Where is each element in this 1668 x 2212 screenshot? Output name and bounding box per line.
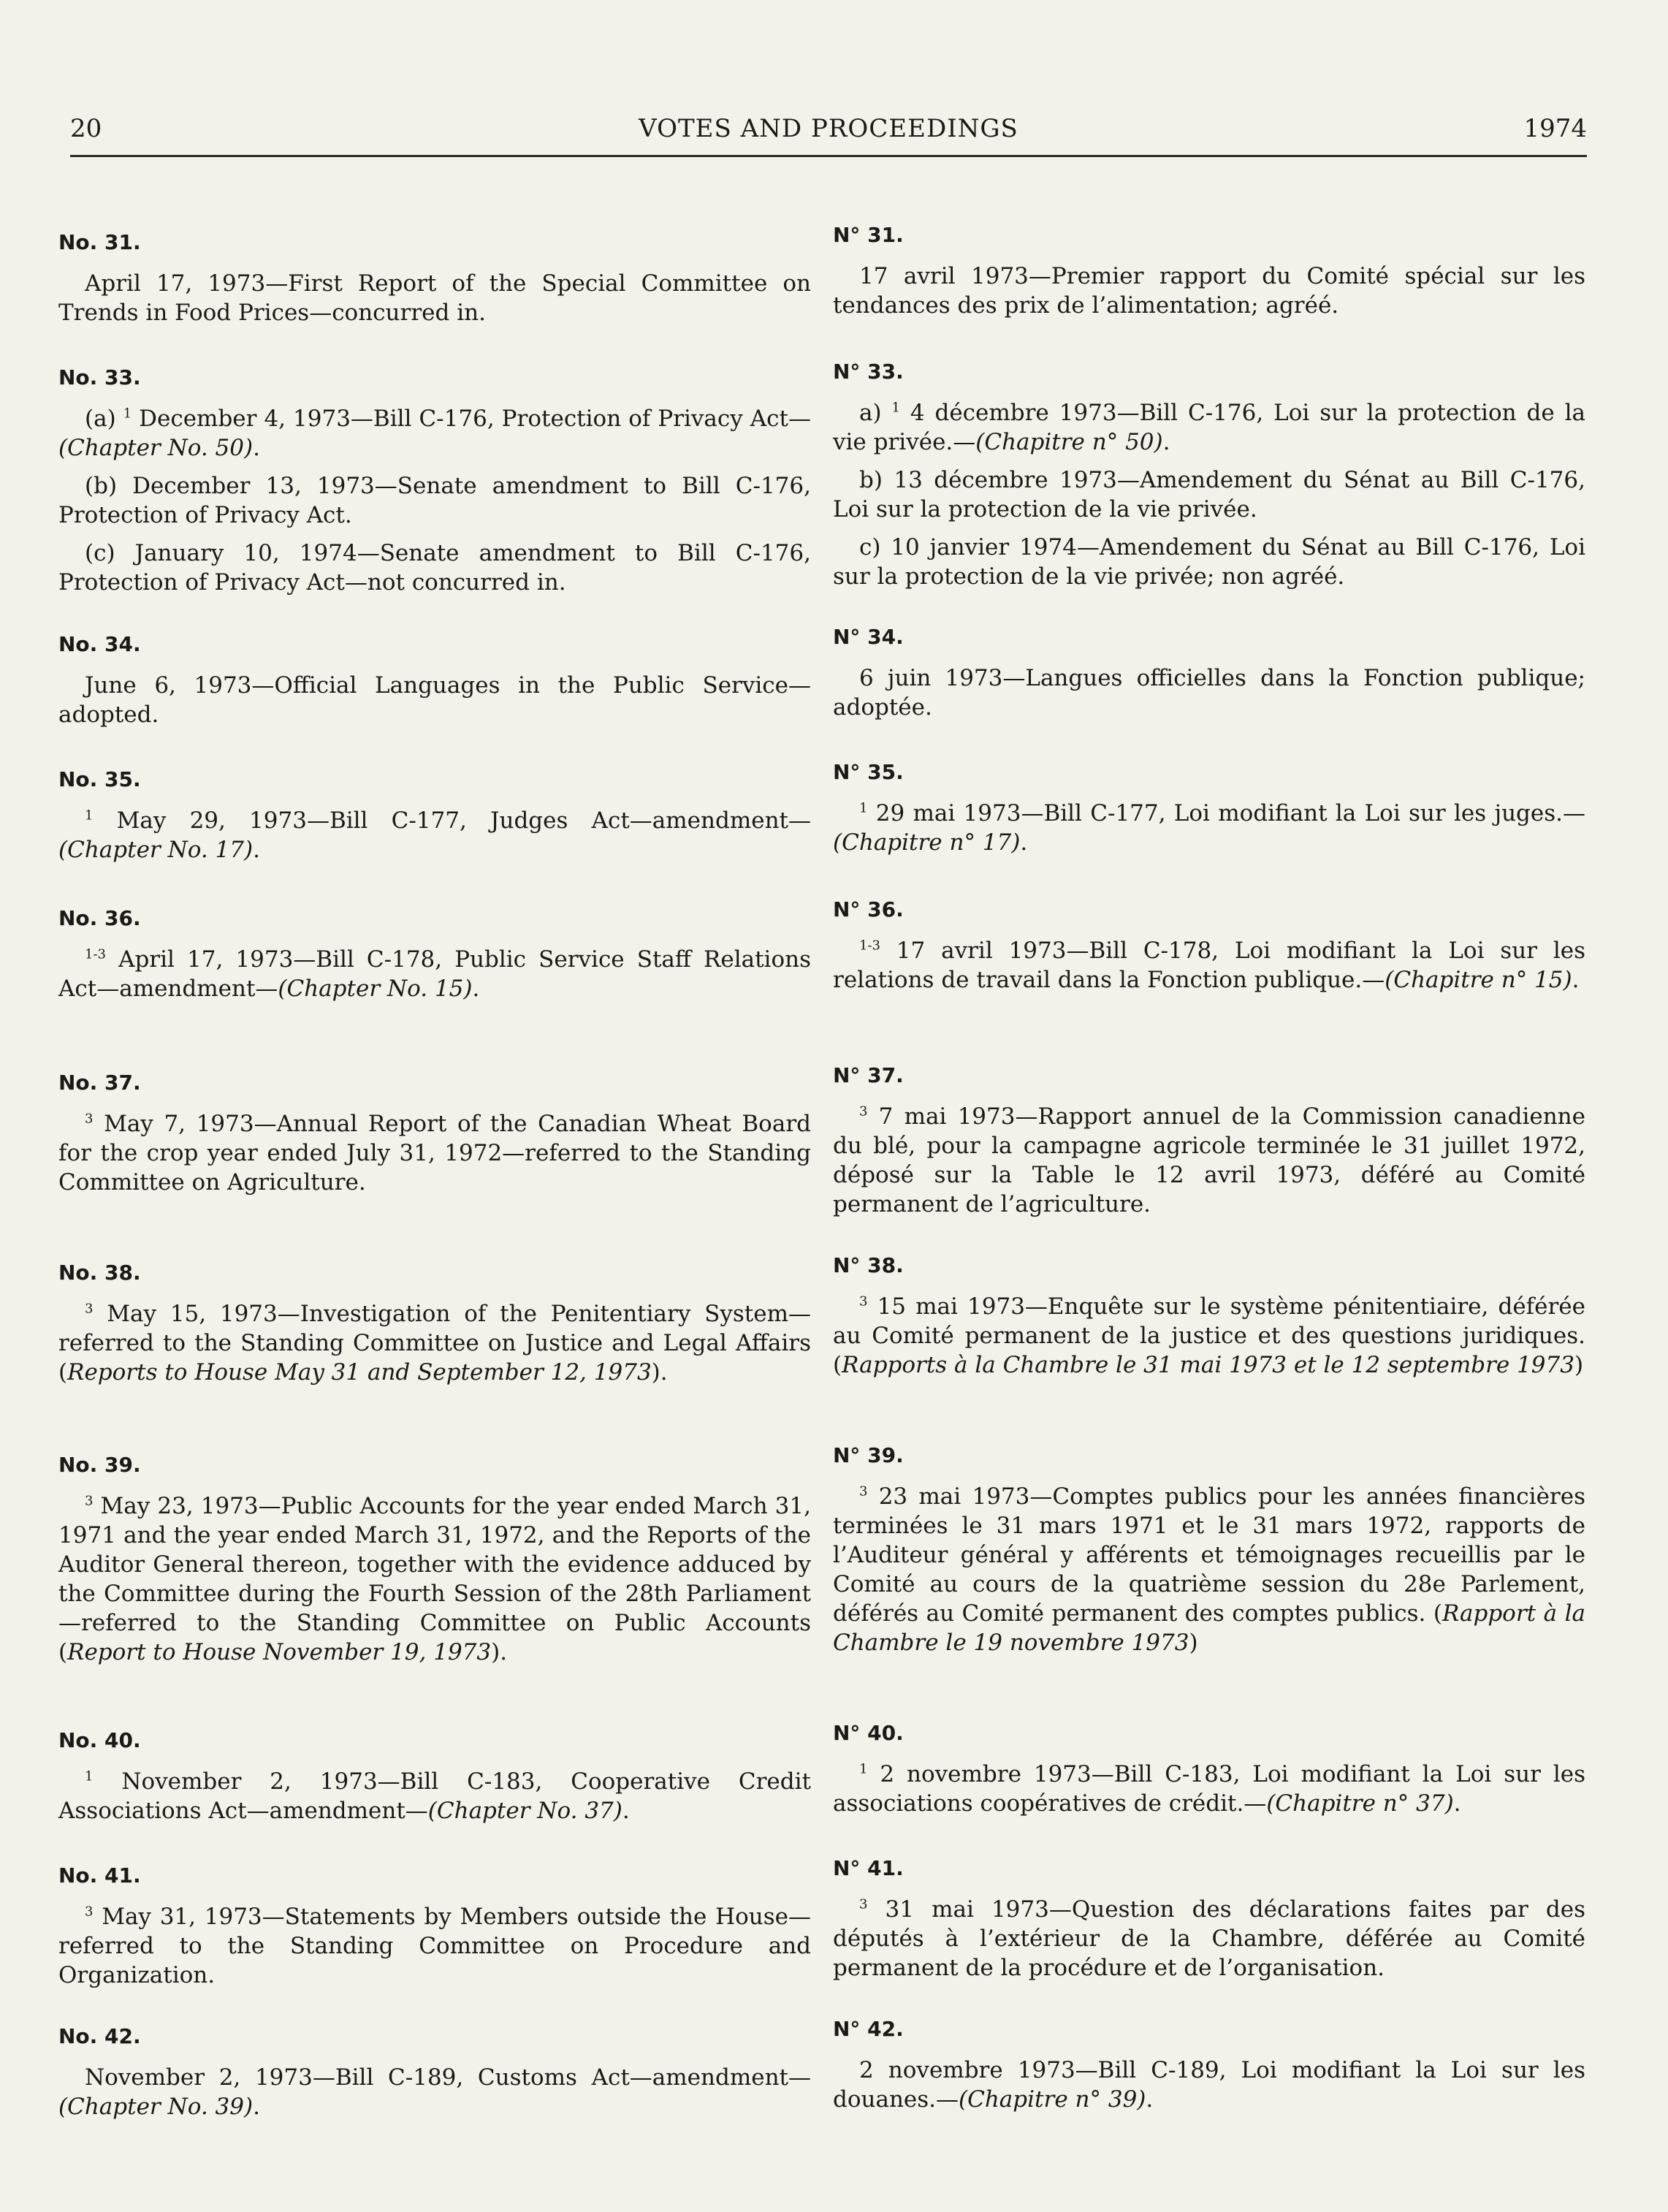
footnote-marker: 3 [85,1301,94,1317]
entry-tail: ) [1574,1352,1584,1378]
entry-text [833,799,1585,857]
entry-right [833,897,1585,1003]
entry-number: N° 40. [833,1721,904,1745]
entry-tail: . [253,2094,260,2120]
entry-left [58,1728,811,1834]
reference-italic: (Chapter No. 50) [58,435,254,461]
entry-number: No. 38. [58,1261,141,1285]
entry-text [833,664,1585,722]
entry-tail: . [472,976,480,1002]
entry-body: 17 avril 1973—Premier rapport du Comité spécial sur les tendances des prix de l’alimentation; agréé. [833,263,1585,319]
footnote-marker: 3 [859,1483,868,1500]
entry-right [833,1856,1585,1991]
entry-number: N° 37. [833,1063,904,1087]
entry-tail: . [1162,429,1170,455]
entry-body: 2 novembre 1973—Bill C-189, Loi modifiant la Loi sur les douanes.— [833,2057,1585,2113]
entry-body: November 2, 1973—Bill C-183, Cooperative Credit Associations Act—amendment— [58,1768,811,1824]
reference-italic: Rapport à la Chambre le 19 novembre 1973 [833,1600,1586,1656]
running-title: VOTES AND PROCEEDINGS [639,114,1018,143]
entry-text [833,1102,1585,1219]
footnote-marker: 3 [859,1293,868,1310]
entry-tail: ). [651,1359,668,1386]
entry-text [58,671,811,729]
entry-tail: . [1453,1790,1461,1817]
entry-body: 2 novembre 1973—Bill C-183, Loi modifiant la Loi sur les associations coopératives de crédit.— [833,1761,1585,1817]
entry-left [58,1261,811,1396]
entry-body: 15 mai 1973—Enquête sur le système pénitentiaire, déférée au Comité permanent de la justice et des questions juridiques. ( [833,1293,1585,1378]
entry-number: No. 36. [58,906,141,930]
reference-italic: (Chapter No. 15) [278,976,473,1002]
reference-italic: (Chapitre n° 37) [1266,1790,1454,1817]
entry-right [833,2017,1585,2123]
entry-body: (c) January 10, 1974—Senate amendment to Bill C-176, Protection of Privacy Act—not concurred in. [58,540,811,596]
entry-body: May 31, 1973—Statements by Members outside the House—referred to the Standing Committee on Procedure and Organization. [58,1904,811,1988]
footnote-marker: 1 [891,400,900,416]
entry-number: N° 39. [833,1443,904,1467]
entry-number: N° 34. [833,625,904,649]
entry-number: N° 33. [833,360,904,384]
entry-number: No. 35. [58,767,141,791]
entry-number: N° 42. [833,2017,904,2041]
footnote-marker: 1-3 [859,938,880,954]
footnote-marker: 1 [85,1768,94,1785]
entry-body: 29 mai 1973—Bill C-177, Loi modifiant la Loi sur les juges.— [867,800,1585,826]
entry-body: 31 mai 1973—Question des déclarations faites par des députés à l’extérieur de la Chambre, déférée au Comité permanent de la procédure et de l’organisation. [833,1896,1585,1981]
entry-body: April 17, 1973—First Report of the Special Committee on Trends in Food Prices—concurred in. [58,270,811,326]
entry-body: c) 10 janvier 1974—Amendement du Sénat au Bill C-176, Loi sur la protection de la vie privée; non agréé. [833,534,1585,590]
entry-left [58,906,811,1012]
entry-tail: . [1146,2086,1154,2113]
item-letter: (a) [85,406,123,432]
entry-text [58,1767,811,1825]
page-number: 20 [70,114,102,143]
entry-text [833,1895,1585,1983]
entry-text [833,1760,1585,1818]
entry-left [58,365,811,606]
item-letter: a) [859,400,892,426]
entry-tail: . [622,1798,630,1824]
reference-italic: (Chapitre n° 15) [1385,967,1572,993]
reference-italic: (Chapter No. 39) [58,2094,254,2120]
entry-number: No. 42. [58,2024,141,2048]
entry-number: No. 31. [58,230,141,254]
entry-number: N° 31. [833,223,904,247]
entry-right [833,1063,1585,1228]
entry-number: No. 37. [58,1071,141,1095]
entry-tail: . [253,435,260,461]
entry-right [833,223,1585,329]
entry-text [58,539,811,597]
footnote-marker: 3 [85,1493,94,1509]
entry-left [58,230,811,336]
entry-text [58,1299,811,1387]
entry-text [833,533,1585,591]
reference-italic: (Chapter No. 17) [58,837,254,863]
entry-left [58,2024,811,2130]
entry-body: 17 avril 1973—Bill C-178, Loi modifiant la Loi sur les relations de travail dans la Fonction publique.— [833,938,1585,993]
footnote-marker: 3 [85,1904,94,1920]
footnote-marker: 3 [85,1111,94,1127]
entry-left [58,1453,811,1676]
reference-italic: (Chapitre n° 17) [833,829,1021,856]
reference-italic: (Chapter No. 37) [427,1798,622,1824]
entry-left [58,632,811,738]
reference-italic: (Chapitre n° 50) [975,429,1163,455]
reference-italic: Reports to House May 31 and September 12, 1973 [67,1359,652,1386]
footnote-marker: 1-3 [85,946,106,962]
entry-text [833,1482,1585,1657]
entry-right [833,1253,1585,1388]
entry-text [833,398,1585,457]
entry-text [833,262,1585,320]
entry-number: No. 39. [58,1453,141,1477]
header-year: 1974 [1523,114,1587,143]
reference-italic: (Chapitre n° 39) [959,2086,1146,2113]
entry-number: N° 38. [833,1253,904,1277]
reference-italic: Rapports à la Chambre le 31 mai 1973 et le 12 septembre 1973 [842,1352,1574,1378]
entry-text [58,404,811,463]
entry-text [833,465,1585,524]
entry-text [58,1109,811,1197]
entry-number: No. 40. [58,1728,141,1752]
entry-body: 4 décembre 1973—Bill C-176, Loi sur la protection de la vie privée.— [833,400,1585,455]
entry-body: June 6, 1973—Official Languages in the Public Service—adopted. [58,672,811,728]
footnote-marker: 3 [859,1103,868,1120]
entry-body: 23 mai 1973—Comptes publics pour les années financières terminées le 31 mars 1971 et le 31 mars 1972, rapports de l’Auditeur général y afférents et témoignages recueillis par le Comité au cours de la quatrième session du 28e Parlement, déférés au Comité permanent des comptes publics. ( [833,1483,1585,1627]
footnote-marker: 1 [85,807,94,824]
entry-tail: . [1572,967,1580,993]
entry-body: May 15, 1973—Investigation of the Penitentiary System—referred to the Standing Committee on Justice and Legal Affairs ( [58,1301,811,1386]
entry-body: b) 13 décembre 1973—Amendement du Sénat au Bill C-176, Loi sur la protection de la vie privée. [833,467,1585,522]
entry-right [833,1721,1585,1827]
entry-body: 6 juin 1973—Langues officielles dans la Fonction publique; adoptée. [833,665,1585,721]
entry-tail: . [1020,829,1028,856]
entry-tail: ) [1189,1630,1198,1656]
entry-left [58,1071,811,1206]
entry-body: December 4, 1973—Bill C-176, Protection of Privacy Act— [132,406,812,432]
reference-italic: Report to House November 19, 1973 [67,1639,492,1665]
entry-body: 7 mai 1973—Rapport annuel de la Commission canadienne du blé, pour la campagne agricole terminée le 31 juillet 1972, déposé sur la Table le 12 avril 1973, déféré au Comité permanent de l’agriculture. [833,1103,1585,1217]
entry-left [58,767,811,873]
entry-text [58,806,811,864]
footnote-marker: 3 [859,1896,868,1912]
entry-tail: . [253,837,260,863]
entry-text [58,471,811,530]
entry-number: N° 41. [833,1856,904,1880]
entry-text [58,2063,811,2121]
footnote-marker: 1 [123,406,132,422]
entry-body: May 29, 1973—Bill C-177, Judges Act—amendment— [93,807,811,834]
entry-number: N° 36. [833,897,904,921]
entry-text [833,2056,1585,2114]
entry-right [833,760,1585,866]
entry-right [833,1443,1585,1666]
entry-number: No. 41. [58,1863,141,1888]
entry-right [833,360,1585,600]
entry-text [58,1491,811,1667]
entry-text [58,269,811,327]
entry-number: No. 33. [58,365,141,389]
entry-text [833,1292,1585,1380]
entry-body: November 2, 1973—Bill C-189, Customs Act—amendment— [85,2064,811,2091]
entry-body: April 17, 1973—Bill C-178, Public Service Staff Relations Act—amendment— [58,946,811,1002]
entry-left [58,1863,811,1999]
page-header [70,110,1587,157]
footnote-marker: 1 [859,1761,868,1777]
entry-body: (b) December 13, 1973—Senate amendment to Bill C-176, Protection of Privacy Act. [58,473,811,528]
entry-tail: ). [491,1639,508,1665]
entry-text [833,936,1585,995]
entry-text [58,945,811,1003]
footnote-marker: 1 [859,800,868,816]
entry-number: No. 34. [58,632,141,656]
entry-body: May 23, 1973—Public Accounts for the year ended March 31, 1971 and the year ended March 31, 1972, and the Reports of the Auditor General thereon, together with the evidence adduced by the Committee during the Fourth Session of the 28th Parliament—referred to the Standing Committee on Public Accounts ( [58,1493,811,1665]
entry-text [58,1902,811,1990]
entry-right [833,625,1585,731]
entry-number: N° 35. [833,760,904,784]
entry-body: May 7, 1973—Annual Report of the Canadian Wheat Board for the crop year ended July 31, 1972—referred to the Standing Committee on Agriculture. [58,1111,811,1196]
